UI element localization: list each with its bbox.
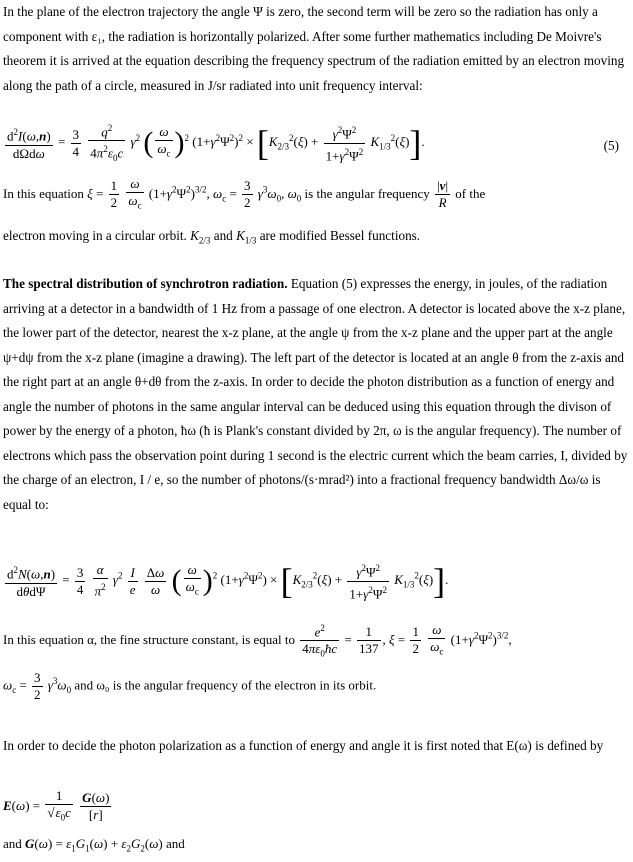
equation-photon-flux: $\frac{d^2N(\omega,n)}{\text{dθdΨ}}$ = $\frac{3}{4}$ $\frac{\alpha}{\pi^2}$ $\gamma^2$ $\frac{I}{e}$ $\frac{\Delta\omega}{\omega}$ ( $\frac{\omega}{\omega_c}$ )$^2$ $(1+\gamma^2\Psi^2) \times [K_{2/3}^2(\xi)$ + $\frac{\gamma^2\Psi^2}{1+\gamma^2\Psi^2}$ $K_{1/3}^2(\xi)$]. bbox=[7, 561, 449, 601]
text-and-1: and bbox=[213, 228, 233, 243]
fine-structure-line: In this equation α, the fine structure constant, is equal to $\frac{e^2}{4\pi\varepsilon_0ħc}$ = $\frac{1}{137}$ , ξ = $\frac{1}{2}$ $\frac{\omega}{\omega_c}$ $(1+\gamma^2\Psi^2)^{3/2}$, bbox=[3, 620, 512, 662]
omega-c-line: $\omega_c$ = $\frac{3}{2}$ $\gamma^3\omega_0$ and ω₀ is the angular frequency of the electron in its orbit. bbox=[3, 670, 377, 702]
paragraph-polarization: In order to decide the photon polarization as a function of energy and angle it is first noted that E(ω) is defined by bbox=[3, 738, 604, 753]
text-in-this-equation: In this equation bbox=[3, 185, 84, 201]
section-title: The spectral distribution of synchrotron radiation. bbox=[3, 276, 288, 291]
text-orbit-frequency: and ω₀ is the angular frequency of the electron in its orbit. bbox=[74, 677, 377, 693]
bessel-line: electron moving in a circular orbit. $K_{2/3}$ and $K_{1/3}$ are modified Bessel functions. bbox=[3, 228, 421, 246]
equation-e-field: E(ω) = $\frac{1}{√\varepsilon_0c}$ $\frac{G(\omega)}{[r]}$ bbox=[3, 788, 110, 823]
equation-5: $\frac{d^2I(\omega,n)}{\text{dΩdω}}$ = $\frac{3}{4}$ $\frac{q^2}{4\pi^2\varepsilon_0c}$ $\gamma^2$ ( $\frac{\omega}{\omega_c}$ )$^2$ $(1+\gamma^2\Psi^2)^2 \times [K_{2/3}^2(\xi)$ + $\frac{\gamma^2\Psi^2}{1+\gamma^2\Psi^2}$ $K_{1/3}^2(\xi)$]. bbox=[3, 120, 425, 166]
text-angular-frequency: is the angular frequency bbox=[304, 185, 430, 201]
xi-definition-line: In this equation ξ = $\frac{1}{2}$ $\frac{\omega}{\omega_c}$ $(1+\gamma^2\Psi^2)^{3/2}$, $\omega_c$ = $\frac{3}{2}$ $\gamma^3\omega_0$, $\omega_0$ is the angular frequency $\frac{|v|}{R}$ of the bbox=[3, 176, 486, 211]
text-of-the: of the bbox=[455, 185, 486, 201]
equation-g-field: and $G(\omega) = \varepsilon_1G_1(\omega) + \varepsilon_2G_2(\omega)$ and bbox=[3, 836, 185, 854]
text-fine-structure: In this equation α, the fine structure constant, is equal to bbox=[3, 631, 296, 647]
paragraph-intro: In the plane of the electron trajectory the angle Ψ is zero, the second term will be zero so the radiation has only a component with ε₁, the radiation is horizontally polarized. After some further mathematics including De Moivre's theorem it is arrived at the equation describing the frequency spectrum of the radiation emitted by an electron moving along the path of a circle, measured in J/sr radiated into unit frequency interval: bbox=[3, 4, 625, 93]
equation-5-number: (5) bbox=[603, 138, 619, 153]
text-and-2: and bbox=[3, 836, 22, 851]
section-body: Equation (5) expresses the energy, in joules, of the radiation arriving at a detector in a bandwidth of 1 Hz from a passage of one electron. A detector is located above the x-z plane, the lower part of the detector, nearest the x-z plane, at the angle ψ from the x-z plane and the upper part at the angle ψ+dψ from the x-z plane (imagine a drawing). The left part of the detector is located at an angle θ from the z-axis and the right part at an angle θ+dθ from the z-axis. In order to decide the photon distribution as a function of energy and angle the number of photons in the same angular interval can be deduced using this equation through the divison of power by the energy of a photon, ħω (ħ is Plank's constant divided by 2π, ω is the angular frequency). The number of electrons which pass the observation point during 1 second is the electric current which the beam carries, I, divided by the charge of an electron, I / e, so the number of photons/(s·mrad²) into a fractional frequency bandwidth Δω/ω is equal to: bbox=[3, 276, 628, 512]
text-bessel-functions: are modified Bessel functions. bbox=[259, 228, 421, 243]
section-paragraph bbox=[3, 272, 629, 517]
text-and-3: and bbox=[165, 836, 185, 851]
text-circular-orbit: electron moving in a circular orbit. bbox=[3, 228, 187, 243]
